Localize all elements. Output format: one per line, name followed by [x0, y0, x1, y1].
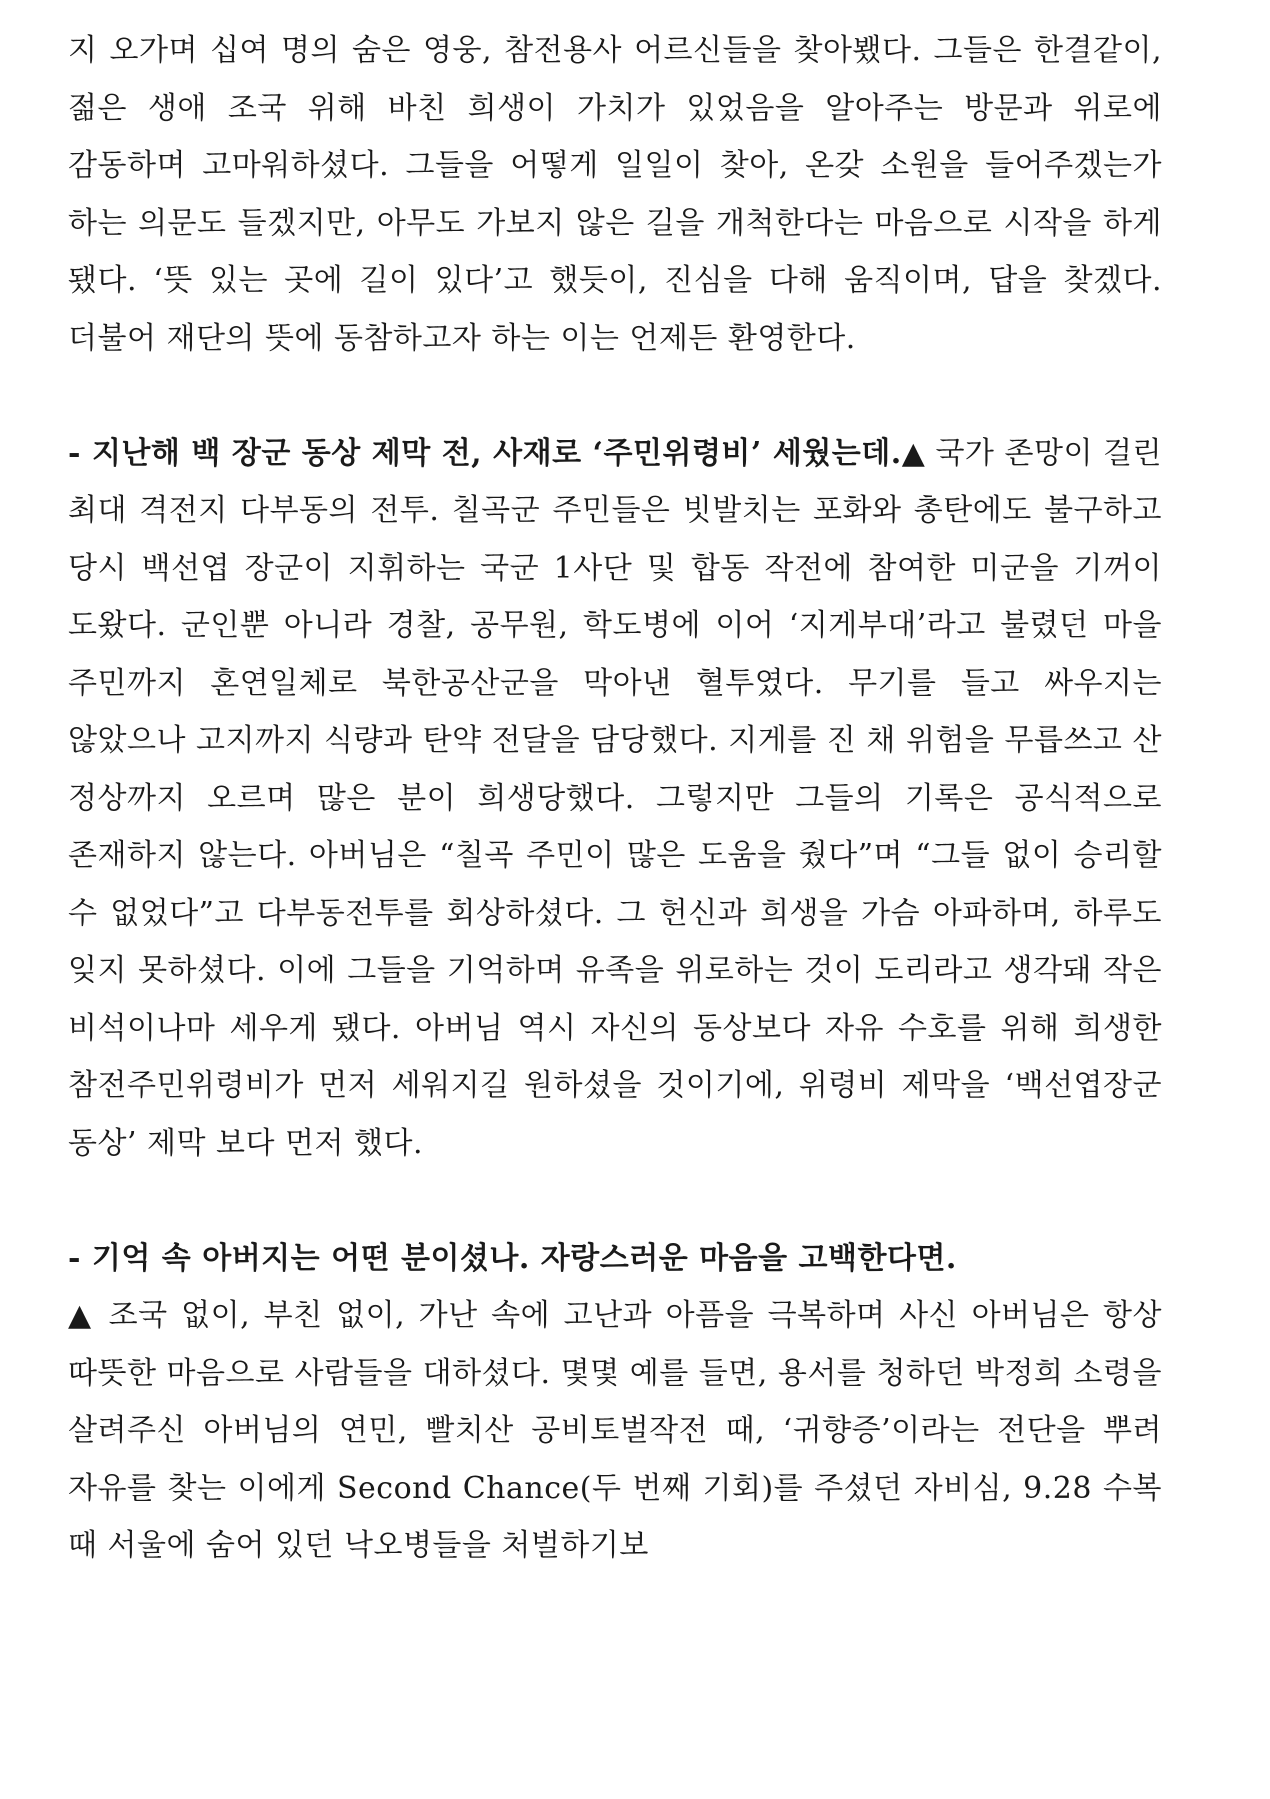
interview-section-2 — [68, 1230, 1162, 1575]
document-page — [68, 22, 1162, 1575]
interview-section-1 — [68, 425, 1162, 1173]
paragraph-gap — [68, 1172, 1162, 1230]
intro-paragraph: 지 오가며 십여 명의 숨은 영웅, 참전용사 어르신들을 찾아뵀다. 그들은 한결같이, 젊은 생애 조국 위해 바친 희생이 가치가 있었음을 알아주는 방문과 위로에 감동하며 고마워하셨다. 그들을 어떻게 일일이 찾아, 온갖 소원을 들어주겠는가 하는 의문도 들겠지만, 아무도 가보지 않은 길을 개척한다는 마음으로 시작을 하게 됐다. ‘뜻 있는 곳에 길이 있다’고 했듯이, 진심을 다해 움직이며, 답을 찾겠다. 더불어 재단의 뜻에 동참하고자 하는 이는 언제든 환영한다. — [68, 33, 1162, 356]
interview-question-2: - 기억 속 아버지는 어떤 분이셨나. 자랑스러운 마음을 고백한다면. — [68, 1240, 957, 1276]
interview-answer-1: ▲ 국가 존망이 걸린 최대 격전지 다부동의 전투. 칠곡군 주민들은 빗발치는 포화와 총탄에도 불구하고 당시 백선엽 장군이 지휘하는 국군 1사단 및 합동 작전에 참여한 미군을 기꺼이 도왔다. 군인뿐 아니라 경찰, 공무원, 학도병에 이어 ‘지게부대’라고 불렸던 마을 주민까지 혼연일체로 북한공산군을 막아낸 혈투였다. 무기를 들고 싸우지는 않았으나 고지까지 식량과 탄약 전달을 담당했다. 지게를 진 채 위험을 무릅쓰고 산 정상까지 오르며 많은 분이 희생당했다. 그렇지만 그들의 기록은 공식적으로 존재하지 않는다. 아버님은 “칠곡 주민이 많은 도움을 줬다”며 “그들 없이 승리할 수 없었다”고 다부동전투를 회상하셨다. 그 헌신과 희생을 가슴 아파하며, 하루도 잊지 못하셨다. 이에 그들을 기억하며 유족을 위로하는 것이 도리라고 생각돼 작은 비석이나마 세우게 됐다. 아버님 역시 자신의 동상보다 자유 수호를 위해 희생한 참전주민위령비가 먼저 세워지길 원하셨을 것이기에, 위령비 제막을 ‘백선엽장군 동상’ 제막 보다 먼저 했다. — [68, 435, 1162, 1161]
interview-question-1: - 지난해 백 장군 동상 제막 전, 사재로 ‘주민위령비’ 세웠는데. — [68, 435, 902, 471]
paragraph-gap — [68, 367, 1162, 425]
interview-answer-2: ▲ 조국 없이, 부친 없이, 가난 속에 고난과 아픔을 극복하며 사신 아버님은 항상 따뜻한 마음으로 사람들을 대하셨다. 몇몇 예를 들면, 용서를 청하던 박정희 소령을 살려주신 아버님의 연민, 빨치산 공비토벌작전 때, ‘귀향증’이라는 전단을 뿌려 자유를 찾는 이에게 Second Chance(두 번째 기회)를 주셨던 자비심, 9.28 수복 때 서울에 숨어 있던 낙오병들을 처벌하기보 — [68, 1298, 1162, 1563]
